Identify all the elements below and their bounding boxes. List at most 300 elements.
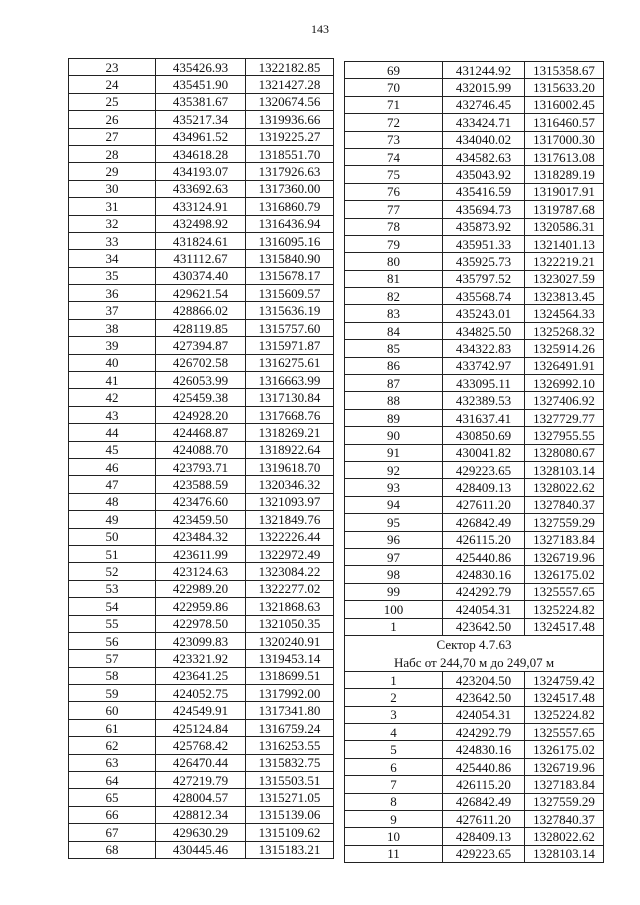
- y-coordinate: 1315633.20: [525, 79, 604, 96]
- point-number: 78: [345, 218, 443, 235]
- x-coordinate: 424830.16: [443, 741, 525, 758]
- y-coordinate: 1326719.96: [525, 758, 604, 775]
- point-number: 44: [69, 424, 156, 441]
- table-row: [69, 667, 334, 684]
- y-coordinate: 1323027.59: [525, 270, 604, 287]
- sector-elevation-range: Набс от 244,70 м до 249,07 м: [345, 654, 604, 672]
- point-number: 1: [345, 671, 443, 688]
- x-coordinate: 435568.74: [443, 288, 525, 305]
- x-coordinate: 423099.83: [156, 632, 246, 649]
- point-number: 85: [345, 340, 443, 357]
- x-coordinate: 427394.87: [156, 337, 246, 354]
- x-coordinate: 428866.02: [156, 302, 246, 319]
- x-coordinate: 426115.20: [443, 776, 525, 793]
- x-coordinate: 424468.87: [156, 424, 246, 441]
- y-coordinate: 1317926.63: [246, 163, 334, 180]
- point-number: 23: [69, 59, 156, 76]
- y-coordinate: 1316460.57: [525, 114, 604, 131]
- point-number: 76: [345, 183, 443, 200]
- y-coordinate: 1315358.67: [525, 62, 604, 79]
- x-coordinate: 430041.82: [443, 444, 525, 461]
- y-coordinate: 1327559.29: [525, 514, 604, 531]
- y-coordinate: 1322277.02: [246, 580, 334, 597]
- y-coordinate: 1326992.10: [525, 375, 604, 392]
- x-coordinate: 434040.02: [443, 131, 525, 148]
- x-coordinate: 435797.52: [443, 270, 525, 287]
- point-number: 72: [345, 114, 443, 131]
- x-coordinate: 432389.53: [443, 392, 525, 409]
- y-coordinate: 1321093.97: [246, 493, 334, 510]
- y-coordinate: 1322226.44: [246, 528, 334, 545]
- point-number: 8: [345, 793, 443, 810]
- table-row: [345, 741, 604, 758]
- table-row: [345, 375, 604, 392]
- table-row: [345, 548, 604, 565]
- y-coordinate: 1327406.92: [525, 392, 604, 409]
- table-row: [69, 650, 334, 667]
- point-number: 64: [69, 772, 156, 789]
- x-coordinate: 424830.16: [443, 566, 525, 583]
- point-number: 63: [69, 754, 156, 771]
- y-coordinate: 1316002.45: [525, 96, 604, 113]
- y-coordinate: 1319225.27: [246, 128, 334, 145]
- table-row: [345, 479, 604, 496]
- x-coordinate: 425440.86: [443, 548, 525, 565]
- point-number: 79: [345, 235, 443, 252]
- y-coordinate: 1317130.84: [246, 389, 334, 406]
- table-row: [69, 476, 334, 493]
- x-coordinate: 424292.79: [443, 724, 525, 741]
- x-coordinate: 423588.59: [156, 476, 246, 493]
- point-number: 32: [69, 215, 156, 232]
- x-coordinate: 422959.86: [156, 598, 246, 615]
- y-coordinate: 1315609.57: [246, 285, 334, 302]
- point-number: 91: [345, 444, 443, 461]
- x-coordinate: 431112.67: [156, 250, 246, 267]
- y-coordinate: 1325224.82: [525, 601, 604, 618]
- table-row: [345, 583, 604, 600]
- y-coordinate: 1319453.14: [246, 650, 334, 667]
- table-row: [345, 62, 604, 79]
- point-number: 35: [69, 267, 156, 284]
- x-coordinate: 430374.40: [156, 267, 246, 284]
- left-coordinate-table: [68, 58, 334, 859]
- table-row: [345, 322, 604, 339]
- x-coordinate: 422978.50: [156, 615, 246, 632]
- x-coordinate: 434193.07: [156, 163, 246, 180]
- point-number: 71: [345, 96, 443, 113]
- table-row: [345, 689, 604, 706]
- y-coordinate: 1327183.84: [525, 531, 604, 548]
- x-coordinate: 424054.31: [443, 601, 525, 618]
- sector-range-row: [345, 654, 604, 672]
- table-row: [69, 406, 334, 423]
- x-coordinate: 426470.44: [156, 754, 246, 771]
- table-row: [345, 409, 604, 426]
- y-coordinate: 1315757.60: [246, 319, 334, 336]
- point-number: 31: [69, 198, 156, 215]
- table-row: [69, 702, 334, 719]
- point-number: 10: [345, 828, 443, 845]
- table-row: [345, 444, 604, 461]
- point-number: 37: [69, 302, 156, 319]
- y-coordinate: 1316095.16: [246, 232, 334, 249]
- x-coordinate: 435925.73: [443, 253, 525, 270]
- page-number: 143: [311, 22, 329, 36]
- x-coordinate: 423204.50: [443, 671, 525, 688]
- y-coordinate: 1324564.33: [525, 305, 604, 322]
- point-number: 1: [345, 618, 443, 635]
- table-row: [345, 531, 604, 548]
- x-coordinate: 424292.79: [443, 583, 525, 600]
- table-row: [69, 93, 334, 110]
- point-number: 77: [345, 201, 443, 218]
- x-coordinate: 434322.83: [443, 340, 525, 357]
- point-number: 98: [345, 566, 443, 583]
- y-coordinate: 1315840.90: [246, 250, 334, 267]
- point-number: 83: [345, 305, 443, 322]
- point-number: 33: [69, 232, 156, 249]
- y-coordinate: 1315109.62: [246, 824, 334, 841]
- point-number: 36: [69, 285, 156, 302]
- x-coordinate: 424928.20: [156, 406, 246, 423]
- table-row: [69, 319, 334, 336]
- y-coordinate: 1315971.87: [246, 337, 334, 354]
- x-coordinate: 433692.63: [156, 180, 246, 197]
- point-number: 38: [69, 319, 156, 336]
- y-coordinate: 1317668.76: [246, 406, 334, 423]
- y-coordinate: 1317992.00: [246, 685, 334, 702]
- table-row: [69, 615, 334, 632]
- table-row: [345, 793, 604, 810]
- y-coordinate: 1324759.42: [525, 671, 604, 688]
- table-row: [345, 566, 604, 583]
- x-coordinate: 423484.32: [156, 528, 246, 545]
- y-coordinate: 1326719.96: [525, 548, 604, 565]
- x-coordinate: 432498.92: [156, 215, 246, 232]
- y-coordinate: 1315183.21: [246, 841, 334, 858]
- table-row: [345, 845, 604, 862]
- x-coordinate: 427219.79: [156, 772, 246, 789]
- point-number: 52: [69, 563, 156, 580]
- point-number: 24: [69, 76, 156, 93]
- point-number: 62: [69, 737, 156, 754]
- y-coordinate: 1315678.17: [246, 267, 334, 284]
- x-coordinate: 426115.20: [443, 531, 525, 548]
- x-coordinate: 428004.57: [156, 789, 246, 806]
- y-coordinate: 1328103.14: [525, 845, 604, 862]
- table-row: [345, 828, 604, 845]
- point-number: 70: [345, 79, 443, 96]
- x-coordinate: 429223.65: [443, 461, 525, 478]
- y-coordinate: 1316253.55: [246, 737, 334, 754]
- table-row: [69, 372, 334, 389]
- y-coordinate: 1316436.94: [246, 215, 334, 232]
- point-number: 89: [345, 409, 443, 426]
- x-coordinate: 430445.46: [156, 841, 246, 858]
- table-row: [69, 424, 334, 441]
- y-coordinate: 1319017.91: [525, 183, 604, 200]
- table-row: [345, 811, 604, 828]
- table-row: [345, 776, 604, 793]
- point-number: 39: [69, 337, 156, 354]
- table-row: [69, 458, 334, 475]
- table-row: [345, 305, 604, 322]
- y-coordinate: 1324517.48: [525, 618, 604, 635]
- x-coordinate: 435451.90: [156, 76, 246, 93]
- x-coordinate: 435381.67: [156, 93, 246, 110]
- table-row: [69, 232, 334, 249]
- table-row: [69, 302, 334, 319]
- table-row: [69, 59, 334, 76]
- point-number: 95: [345, 514, 443, 531]
- table-row: [345, 148, 604, 165]
- table-row: [69, 528, 334, 545]
- point-number: 9: [345, 811, 443, 828]
- x-coordinate: 426842.49: [443, 514, 525, 531]
- x-coordinate: 423793.71: [156, 458, 246, 475]
- table-row: [345, 496, 604, 513]
- table-row: [345, 427, 604, 444]
- table-row: [69, 563, 334, 580]
- point-number: 30: [69, 180, 156, 197]
- y-coordinate: 1318269.21: [246, 424, 334, 441]
- y-coordinate: 1323084.22: [246, 563, 334, 580]
- point-number: 5: [345, 741, 443, 758]
- table-row: [345, 671, 604, 688]
- point-number: 11: [345, 845, 443, 862]
- x-coordinate: 428119.85: [156, 319, 246, 336]
- table-row: [69, 772, 334, 789]
- y-coordinate: 1322219.21: [525, 253, 604, 270]
- x-coordinate: 423641.25: [156, 667, 246, 684]
- point-number: 74: [345, 148, 443, 165]
- y-coordinate: 1327840.37: [525, 811, 604, 828]
- y-coordinate: 1320240.91: [246, 632, 334, 649]
- point-number: 90: [345, 427, 443, 444]
- y-coordinate: 1327559.29: [525, 793, 604, 810]
- x-coordinate: 433742.97: [443, 357, 525, 374]
- x-coordinate: 433424.71: [443, 114, 525, 131]
- point-number: 42: [69, 389, 156, 406]
- table-row: [69, 267, 334, 284]
- point-number: 60: [69, 702, 156, 719]
- x-coordinate: 435426.93: [156, 59, 246, 76]
- point-number: 7: [345, 776, 443, 793]
- table-row: [345, 79, 604, 96]
- x-coordinate: 429223.65: [443, 845, 525, 862]
- table-row: [345, 288, 604, 305]
- table-row: [69, 285, 334, 302]
- x-coordinate: 429630.29: [156, 824, 246, 841]
- x-coordinate: 424549.91: [156, 702, 246, 719]
- y-coordinate: 1315832.75: [246, 754, 334, 771]
- x-coordinate: 435217.34: [156, 111, 246, 128]
- y-coordinate: 1317613.08: [525, 148, 604, 165]
- x-coordinate: 435873.92: [443, 218, 525, 235]
- point-number: 59: [69, 685, 156, 702]
- table-row: [345, 166, 604, 183]
- point-number: 29: [69, 163, 156, 180]
- y-coordinate: 1318289.19: [525, 166, 604, 183]
- y-coordinate: 1315271.05: [246, 789, 334, 806]
- x-coordinate: 435243.01: [443, 305, 525, 322]
- point-number: 57: [69, 650, 156, 667]
- y-coordinate: 1321868.63: [246, 598, 334, 615]
- x-coordinate: 423642.50: [443, 689, 525, 706]
- point-number: 28: [69, 145, 156, 162]
- y-coordinate: 1321050.35: [246, 615, 334, 632]
- x-coordinate: 431637.41: [443, 409, 525, 426]
- x-coordinate: 426702.58: [156, 354, 246, 371]
- x-coordinate: 435951.33: [443, 235, 525, 252]
- point-number: 41: [69, 372, 156, 389]
- y-coordinate: 1324517.48: [525, 689, 604, 706]
- x-coordinate: 433095.11: [443, 375, 525, 392]
- x-coordinate: 431824.61: [156, 232, 246, 249]
- table-row: [69, 111, 334, 128]
- point-number: 48: [69, 493, 156, 510]
- y-coordinate: 1317360.00: [246, 180, 334, 197]
- point-number: 88: [345, 392, 443, 409]
- point-number: 46: [69, 458, 156, 475]
- x-coordinate: 424088.70: [156, 441, 246, 458]
- table-row: [345, 270, 604, 287]
- y-coordinate: 1320586.31: [525, 218, 604, 235]
- point-number: 55: [69, 615, 156, 632]
- x-coordinate: 428409.13: [443, 479, 525, 496]
- x-coordinate: 432015.99: [443, 79, 525, 96]
- table-row: [345, 253, 604, 270]
- table-row: [69, 754, 334, 771]
- table-row: [345, 96, 604, 113]
- x-coordinate: 435416.59: [443, 183, 525, 200]
- table-row: [345, 724, 604, 741]
- table-row: [69, 250, 334, 267]
- table-row: [345, 601, 604, 618]
- point-number: 80: [345, 253, 443, 270]
- table-row: [69, 806, 334, 823]
- table-row: [345, 183, 604, 200]
- point-number: 26: [69, 111, 156, 128]
- x-coordinate: 423321.92: [156, 650, 246, 667]
- point-number: 99: [345, 583, 443, 600]
- table-row: [69, 128, 334, 145]
- y-coordinate: 1321401.13: [525, 235, 604, 252]
- x-coordinate: 428812.34: [156, 806, 246, 823]
- y-coordinate: 1319618.70: [246, 458, 334, 475]
- y-coordinate: 1325557.65: [525, 724, 604, 741]
- table-row: [69, 789, 334, 806]
- table-row: [345, 201, 604, 218]
- table-row: [69, 76, 334, 93]
- x-coordinate: 432746.45: [443, 96, 525, 113]
- point-number: 81: [345, 270, 443, 287]
- y-coordinate: 1316860.79: [246, 198, 334, 215]
- table-row: [69, 180, 334, 197]
- point-number: 82: [345, 288, 443, 305]
- table-row: [69, 598, 334, 615]
- y-coordinate: 1320674.56: [246, 93, 334, 110]
- y-coordinate: 1315503.51: [246, 772, 334, 789]
- x-coordinate: 425768.42: [156, 737, 246, 754]
- x-coordinate: 423642.50: [443, 618, 525, 635]
- point-number: 61: [69, 719, 156, 736]
- y-coordinate: 1318699.51: [246, 667, 334, 684]
- table-row: [69, 198, 334, 215]
- point-number: 25: [69, 93, 156, 110]
- y-coordinate: 1327183.84: [525, 776, 604, 793]
- point-number: 100: [345, 601, 443, 618]
- y-coordinate: 1328022.62: [525, 479, 604, 496]
- table-row: [345, 357, 604, 374]
- table-row: [345, 392, 604, 409]
- sector-title: Сектор 4.7.63: [345, 635, 604, 654]
- x-coordinate: 434825.50: [443, 322, 525, 339]
- x-coordinate: 434961.52: [156, 128, 246, 145]
- y-coordinate: 1325557.65: [525, 583, 604, 600]
- point-number: 54: [69, 598, 156, 615]
- y-coordinate: 1322972.49: [246, 545, 334, 562]
- table-row: [69, 580, 334, 597]
- x-coordinate: 433124.91: [156, 198, 246, 215]
- x-coordinate: 425124.84: [156, 719, 246, 736]
- table-row: [69, 841, 334, 858]
- table-row: [345, 461, 604, 478]
- x-coordinate: 435694.73: [443, 201, 525, 218]
- y-coordinate: 1327840.37: [525, 496, 604, 513]
- point-number: 49: [69, 511, 156, 528]
- point-number: 65: [69, 789, 156, 806]
- point-number: 4: [345, 724, 443, 741]
- point-number: 2: [345, 689, 443, 706]
- x-coordinate: 423611.99: [156, 545, 246, 562]
- point-number: 94: [345, 496, 443, 513]
- y-coordinate: 1328080.67: [525, 444, 604, 461]
- y-coordinate: 1327729.77: [525, 409, 604, 426]
- point-number: 84: [345, 322, 443, 339]
- table-row: [69, 685, 334, 702]
- table-row: [69, 354, 334, 371]
- point-number: 66: [69, 806, 156, 823]
- y-coordinate: 1322182.85: [246, 59, 334, 76]
- table-row: [345, 618, 604, 635]
- table-row: [345, 706, 604, 723]
- y-coordinate: 1315139.06: [246, 806, 334, 823]
- x-coordinate: 426053.99: [156, 372, 246, 389]
- point-number: 53: [69, 580, 156, 597]
- table-row: [69, 632, 334, 649]
- point-number: 67: [69, 824, 156, 841]
- table-row: [69, 511, 334, 528]
- point-number: 86: [345, 357, 443, 374]
- table-row: [345, 340, 604, 357]
- x-coordinate: 427611.20: [443, 496, 525, 513]
- y-coordinate: 1318551.70: [246, 145, 334, 162]
- point-number: 45: [69, 441, 156, 458]
- x-coordinate: 429621.54: [156, 285, 246, 302]
- table-row: [69, 493, 334, 510]
- point-number: 51: [69, 545, 156, 562]
- point-number: 6: [345, 758, 443, 775]
- table-row: [69, 441, 334, 458]
- y-coordinate: 1316759.24: [246, 719, 334, 736]
- point-number: 40: [69, 354, 156, 371]
- x-coordinate: 434618.28: [156, 145, 246, 162]
- y-coordinate: 1327955.55: [525, 427, 604, 444]
- table-row: [345, 131, 604, 148]
- y-coordinate: 1328022.62: [525, 828, 604, 845]
